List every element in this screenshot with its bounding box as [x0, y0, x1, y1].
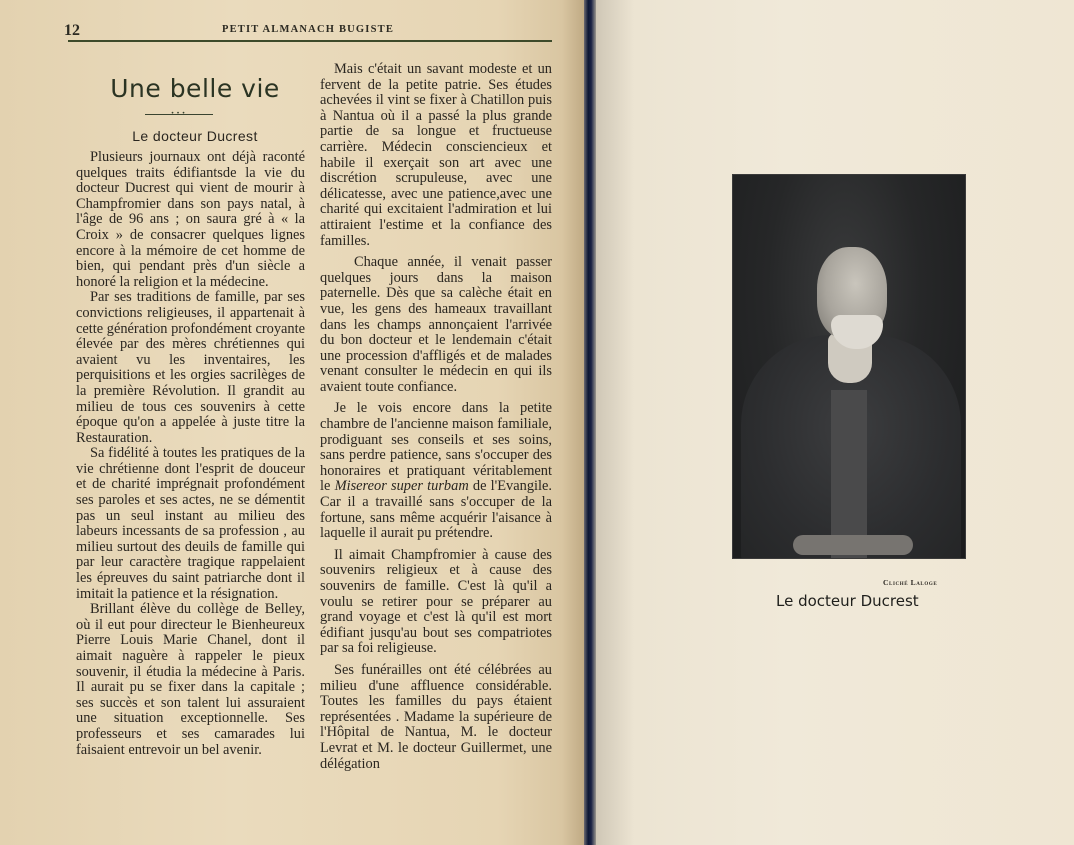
latin-quote: Misereor super turbam	[334, 478, 469, 495]
paragraph-text: Je le vois encore dans la petite chambre de l'ancienne maison familiale, prodiguant ses conseils et ses soins, sans perdre patience, sans s'occuper des honoraires et pratiquant véritablement le	[320, 400, 552, 495]
running-head-title: PETIT ALMANACH BUGISTE	[221, 24, 395, 35]
paragraph: Ses funérailles ont été célébrées au milieu d'une affluence considérable. Toutes les familles du pays étaient représentées . Madame la supérieure de l'Hôpital de Nantua, M. le docteur Levrat et M. le docteur Guillermet, une délégation	[320, 661, 552, 772]
ornament-dots-icon: •••	[170, 110, 188, 117]
header-rule	[68, 40, 552, 42]
text-column-left	[76, 150, 305, 758]
paragraph: Brillant élève du collège de Belley, où il eut pour directeur le Bienheureux Pierre Louis Marie Chanel, dont il aimait naguère à rappeler le pieux souvenir, il étudia la médecine à Paris. Il aurait pu se fixer dans la capitale ; ses succès et son talent lui assuraient une situation exceptionnelle. Ses professeurs et ses camarades lui faisaient entrevoir un bel avenir.	[76, 601, 305, 758]
page-number: 12	[64, 22, 80, 39]
article-subtitle: Le docteur Ducrest	[132, 128, 258, 144]
paragraph: Par ses traditions de famille, par ses convictions religieuses, il appartenait à cette génération profondément croyante élevée par des mères chrétiennes qui avaient vu les inventaires, les perquisitions et les orgies sacrilèges de la première Révolution. Il grandit au milieu de tous ces souvenirs à cette époque qu'on a appelée à juste titre la Restauration.	[76, 289, 305, 446]
photo-caption: Le docteur Ducrest	[776, 592, 919, 610]
portrait-photo	[733, 175, 965, 558]
article-title: Une belle vie	[110, 74, 280, 103]
text-column-right	[320, 62, 552, 772]
paragraph: Mais c'était un savant modeste et un fervent de la petite patrie. Ses études achevées il vint se fixer à Chatillon puis à Nantua où il a passé la plus grande partie de sa longue et fructueuse carrière. Médecin consciencieux et habile il exerçait son art avec une discrétion scrupuleuse, avec une délicatesse, avec une patience,avec une charité qui excitaient l'admiration et lui attiraient l'estime et la confiance des familles.	[320, 61, 552, 249]
paragraph-text: de l'Evangile. Car il a travaillé sans s'occuper de la fortune, sans même acquérir l'aisance à laquelle il aurait pu prétendre.	[320, 478, 552, 542]
photo-hands	[793, 535, 913, 555]
book-gutter	[584, 0, 596, 845]
running-head	[64, 20, 552, 42]
photo-credit: Cliché Laloge	[883, 578, 938, 587]
paragraph: Sa fidélité à toutes les pratiques de la vie chrétienne dont l'esprit de douceur et de charité imprégnait profondément ses paroles et ses actes, ne se démentit pas un seul instant au milieu des labeurs incessants de sa profession , au milieu surtout des deuils de famille qui par leur caractère tragique rappelaient les épreuves du saint patriarche dont il imitait la patience et la résignation.	[76, 445, 305, 602]
paragraph: Chaque année, il venait passer quelques jours dans la maison paternelle. Dès que sa calèche était en vue, les gens des hameaux travaillant dans les champs annonçaient l'arrivée du bon docteur et le lendemain c'était une procession d'affligés et de malades venant consulter le médecin en qui ils avaient toute confiance.	[320, 254, 552, 395]
photo-vest	[831, 390, 867, 558]
paragraph: Plusieurs journaux ont déjà raconté quelques traits édifiantsde la vie du docteur Ducrest qui vient de mourir à Champfromier dans son pays natal, à l'âge de 96 ans ; on saura gré à « la Croix » de consacrer quelques lignes encore à la mémoire de cet homme de bien, qui pendant près d'un siècle a honoré la religion et la médecine.	[76, 149, 305, 290]
paragraph	[320, 401, 552, 541]
paragraph: Il aimait Champfromier à cause des souvenirs religieux et à cause des souvenirs de famille. C'est là qu'il a voulu se retirer pour se préparer au grand voyage et c'est là qu'il est mort édifiant jusqu'au bout ses compatriotes par sa foi religieuse.	[320, 546, 552, 657]
